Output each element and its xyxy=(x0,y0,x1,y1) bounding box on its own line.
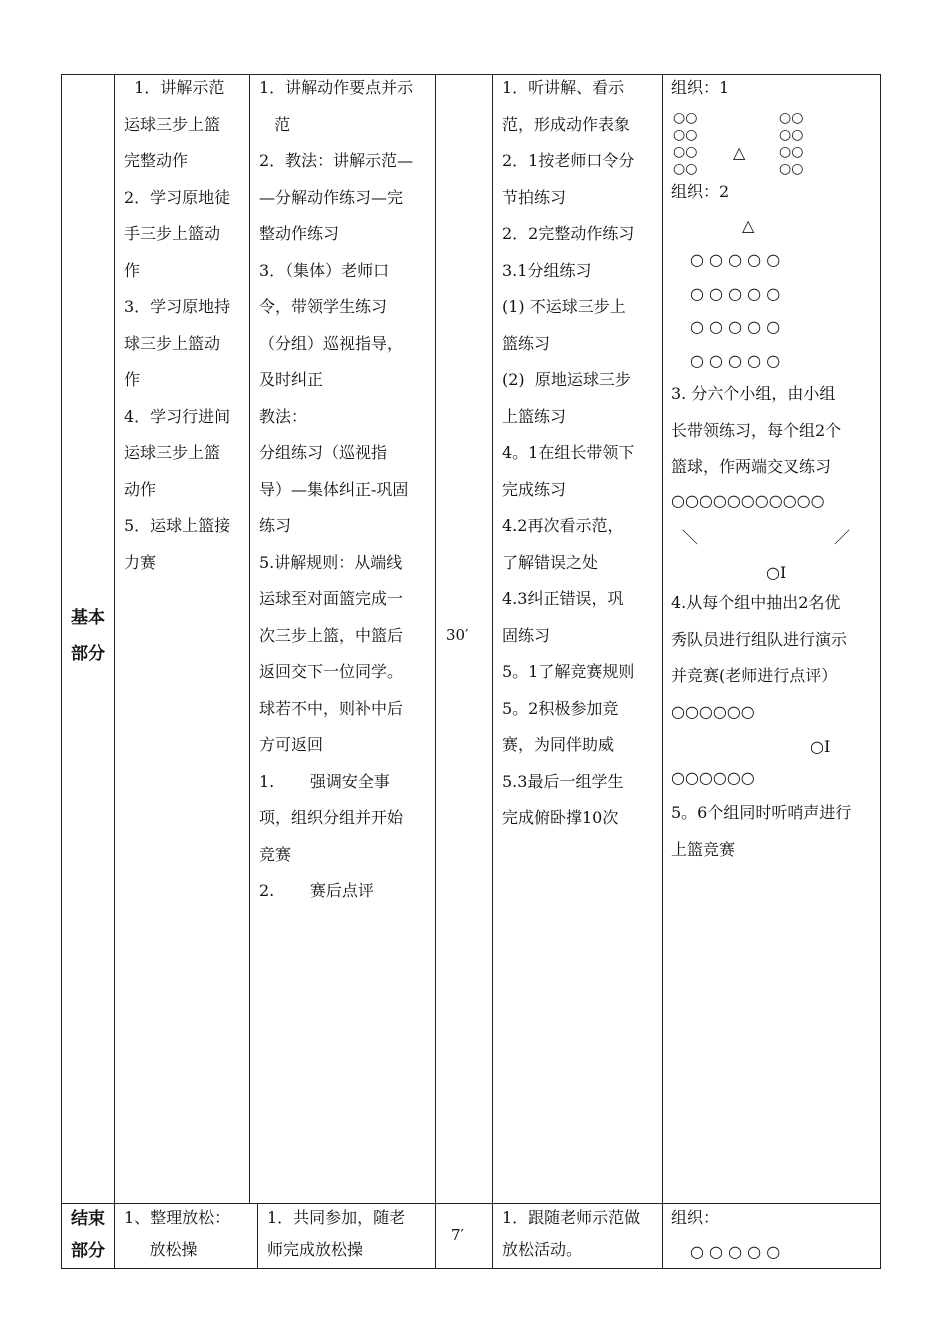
org-label-2: 组织：2 xyxy=(671,182,730,201)
text-line: 5．运球上篮接 xyxy=(124,516,231,535)
text-line: 了解错误之处 xyxy=(502,552,599,572)
text-line: 球三步上篮动 xyxy=(124,333,221,353)
org1-right-pair-2: ○○ xyxy=(779,127,804,143)
column-divider-4 xyxy=(492,74,493,1269)
hoop-icon-2: ○I xyxy=(810,737,831,756)
org-text-4 xyxy=(671,585,876,695)
org3-circle-row: ○○○○○○○○○○○ xyxy=(671,491,825,510)
text-line: 4.从每个组中抽出2名优 xyxy=(671,593,841,612)
text-line: 2．2完整动作练习 xyxy=(502,224,635,243)
text-line: 2. 赛后点评 xyxy=(259,881,374,900)
text-line: 放松操 xyxy=(124,1240,198,1259)
text-line: 完成练习 xyxy=(502,479,567,499)
text-line: 节拍练习 xyxy=(502,187,567,207)
text-line: 运球至对面篮完成一 xyxy=(259,589,404,608)
text-line: 范 xyxy=(259,114,291,134)
org1-right-pair-3: ○○ xyxy=(779,144,804,160)
slash-right: ／ xyxy=(834,528,851,547)
text-line: 练习 xyxy=(259,516,292,535)
teacher-triangle-2: △ xyxy=(742,216,755,235)
text-line: 完成俯卧撑10次 xyxy=(502,808,619,827)
org2-row-2: ○ ○ ○ ○ ○ xyxy=(690,284,781,303)
text-line: 方可返回 xyxy=(259,735,324,754)
text-line: 并竞赛(老师进行点评） xyxy=(671,666,838,685)
text-line: 及时纠正 xyxy=(259,370,324,389)
text-line: 球若不中，则补中后 xyxy=(259,698,404,718)
end-teacher-cell xyxy=(267,1202,432,1266)
text-line: 1．讲解动作要点并示 xyxy=(259,78,414,97)
text-line: 5.3最后一组学生 xyxy=(502,771,624,791)
text-line: 师完成放松操 xyxy=(267,1240,364,1259)
text-line: 作 xyxy=(124,370,141,389)
org4-row-2: ○○○○○○ xyxy=(671,768,755,787)
text-line: 整动作练习 xyxy=(259,224,340,243)
text-line: 次三步上篮，中篮后 xyxy=(259,625,404,645)
column-divider-2a xyxy=(249,74,250,1203)
org2-row-4: ○ ○ ○ ○ ○ xyxy=(690,351,781,370)
text-line: 分组练习（巡视指 xyxy=(259,443,388,462)
table-right-border xyxy=(880,74,881,1269)
text-line: 5。2积极参加竞 xyxy=(502,698,619,718)
text-line: 3.1分组练习 xyxy=(502,260,592,280)
text-line: 动作 xyxy=(124,479,157,499)
text-line: 1．跟随老师示范做 xyxy=(502,1208,641,1227)
text-line: 导）—集体纠正-巩固 xyxy=(259,479,409,499)
text-line: 教法： xyxy=(259,406,308,426)
column-divider-3 xyxy=(435,74,436,1269)
end-content-cell xyxy=(124,1202,254,1266)
column-divider-2b xyxy=(257,1203,258,1268)
text-line: 5.讲解规则：从端线 xyxy=(259,552,403,572)
text-line: 范，形成动作表象 xyxy=(502,114,631,134)
hoop-icon-1: ○I xyxy=(766,563,787,582)
text-line: 秀队员进行组队进行演示 xyxy=(671,629,848,649)
text-line: 1．共同参加，随老 xyxy=(267,1208,406,1227)
table-bottom-border xyxy=(61,1268,881,1269)
text-line: 1．听讲解、看示 xyxy=(502,78,625,97)
end-section-label: 结束 部分 xyxy=(71,1209,105,1261)
text-line: 返回交下一位同学。 xyxy=(259,662,404,681)
end-org-row: ○ ○ ○ ○ ○ xyxy=(690,1242,781,1261)
column-divider-1 xyxy=(114,74,115,1269)
text-line: 4。1在组长带领下 xyxy=(502,443,635,462)
text-line: 4.2再次看示范， xyxy=(502,516,624,535)
org1-right-pair-4: ○○ xyxy=(779,161,804,177)
text-line: 上篮竞赛 xyxy=(671,839,736,859)
text-line: 完整动作 xyxy=(124,151,189,170)
org1-right-pair-1: ○○ xyxy=(779,110,804,126)
org4-row-1: ○○○○○○ xyxy=(671,702,755,721)
text-line: 3．学习原地持 xyxy=(124,297,231,316)
text-line: 长带领练习，每个组2个 xyxy=(671,420,842,440)
org1-left-pair-1: ○○ xyxy=(673,110,698,126)
org1-left-pair-3: ○○ xyxy=(673,144,698,160)
basic-teacher-cell xyxy=(259,70,434,910)
text-line: 运球三步上篮 xyxy=(124,443,221,462)
text-line: 4．学习行进间 xyxy=(124,406,231,426)
text-line: 作 xyxy=(124,260,141,280)
org1-left-pair-4: ○○ xyxy=(673,161,698,177)
text-line: 令，带领学生练习 xyxy=(259,297,388,316)
text-line: 手三步上篮动 xyxy=(124,224,221,243)
org-text-5 xyxy=(671,795,876,868)
text-line: 运球三步上篮 xyxy=(124,114,221,134)
text-line: (2) 原地运球三步 xyxy=(502,370,631,389)
text-line: 固练习 xyxy=(502,625,551,645)
basic-student-cell xyxy=(502,70,660,837)
text-line: 1．讲解示范 xyxy=(124,78,225,97)
end-student-cell xyxy=(502,1202,660,1266)
end-org-label: 组织： xyxy=(671,1208,720,1227)
org-label-1: 组织：1 xyxy=(671,78,730,97)
text-line: 1、整理放松： xyxy=(124,1208,231,1227)
text-line: 5。6个组同时听哨声进行 xyxy=(671,803,852,822)
column-divider-5 xyxy=(662,74,663,1269)
text-line: 5。1了解竞赛规则 xyxy=(502,662,635,681)
text-line: —分解动作练习—完 xyxy=(259,187,404,207)
text-line: 4.3纠正错误，巩 xyxy=(502,589,624,608)
text-line: 上篮练习 xyxy=(502,406,567,426)
text-line: 2．学习原地徒 xyxy=(124,187,231,207)
basic-section-label: 基本 部分 xyxy=(71,608,105,664)
text-line: 3. 分六个小组，由小组 xyxy=(671,384,836,403)
slash-left: ＼ xyxy=(682,528,699,547)
text-line: 赛，为同伴助威 xyxy=(502,735,615,754)
text-line: 2．1按老师口令分 xyxy=(502,151,635,170)
org2-row-1: ○ ○ ○ ○ ○ xyxy=(690,250,781,269)
org-text-3 xyxy=(671,376,876,486)
text-line: （分组）巡视指导， xyxy=(259,333,404,353)
text-line: 1. 强调安全事 xyxy=(259,771,390,791)
teacher-triangle-1: △ xyxy=(733,143,746,162)
end-time: 7′ xyxy=(451,1226,464,1244)
text-line: 放松活动。 xyxy=(502,1240,583,1259)
text-line: 力赛 xyxy=(124,552,157,572)
org2-row-3: ○ ○ ○ ○ ○ xyxy=(690,317,781,336)
text-line: 3．（集体）老师口 xyxy=(259,260,390,280)
basic-time: 30′ xyxy=(446,626,469,644)
text-line: (1) 不运球三步上 xyxy=(502,297,626,316)
text-line: 篮练习 xyxy=(502,333,551,353)
basic-content-cell xyxy=(124,70,248,581)
text-line: 2．教法：讲解示范— xyxy=(259,151,414,170)
org1-left-pair-2: ○○ xyxy=(673,127,698,143)
text-line: 竞赛 xyxy=(259,844,292,864)
text-line: 项，组织分组并开始 xyxy=(259,808,404,827)
text-line: 篮球，作两端交叉练习 xyxy=(671,457,832,476)
